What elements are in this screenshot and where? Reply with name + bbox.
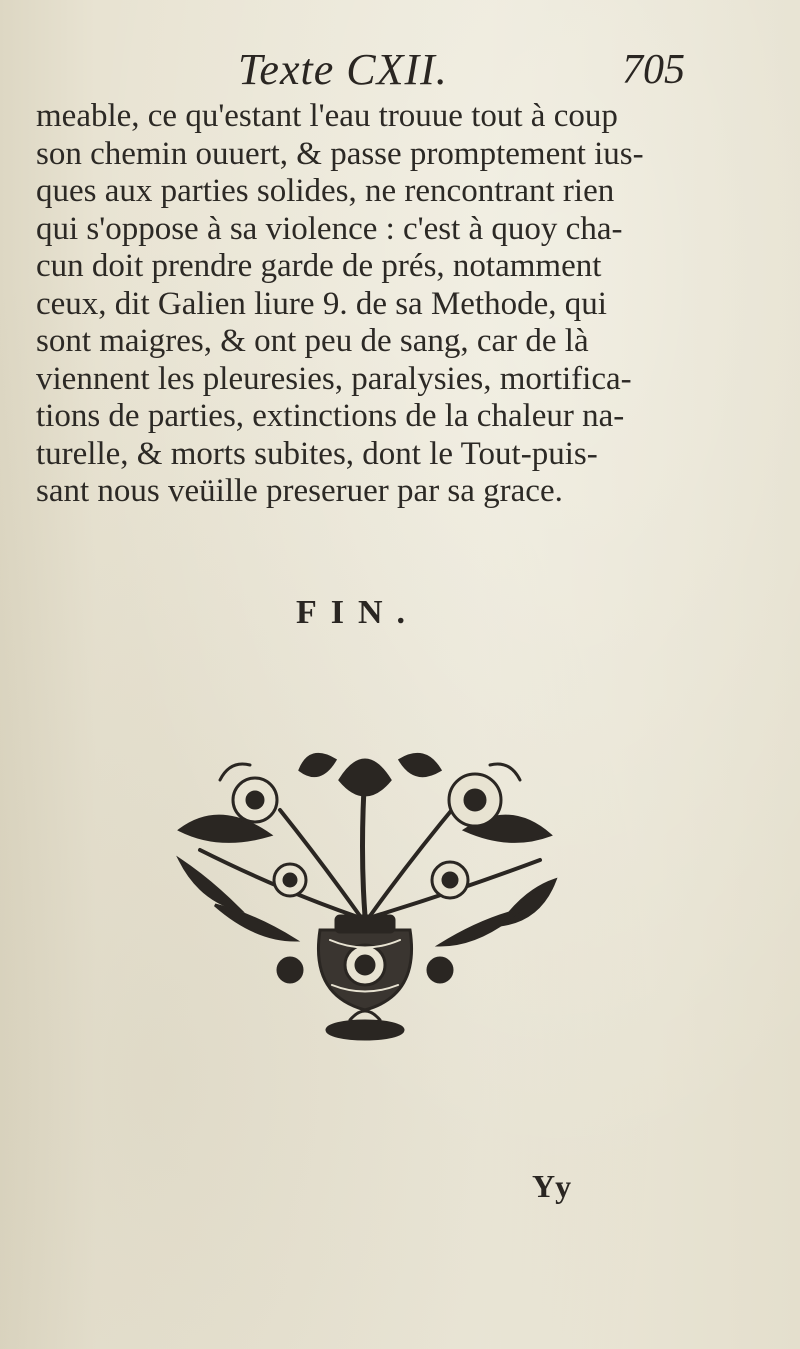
body-paragraph: [36, 98, 716, 511]
text-line: turelle, & morts subites, dont le Tout-puis-: [36, 435, 598, 472]
text-line: son chemin ouuert, & passe promptement ius-: [36, 135, 644, 172]
text-line: qui s'oppose à sa violence : c'est à quoy cha-: [36, 210, 623, 247]
text-line: sont maigres, & ont peu de sang, car de là: [36, 323, 589, 359]
fin-heading: FIN.: [296, 594, 420, 631]
flower-vase-ornament-icon: [160, 740, 580, 1050]
page-header: [0, 44, 800, 104]
text-line: ques aux parties solides, ne rencontrant rien: [36, 173, 615, 209]
text-line: meable, ce qu'estant l'eau trouue tout à coup: [36, 98, 618, 134]
text-line: viennent les pleuresies, paralysies, mortifica-: [36, 360, 632, 397]
page-number: 705: [622, 47, 685, 93]
text-line: tions de parties, extinctions de la chaleur na-: [36, 398, 625, 434]
text-line: sant nous veüille preseruer par sa grace.: [36, 473, 563, 509]
signature-mark: Yy: [532, 1168, 572, 1204]
text-line: ceux, dit Galien liure 9. de sa Methode, qui: [36, 285, 607, 322]
text-line: cun doit prendre garde de prés, notamment: [36, 248, 602, 284]
running-title: Texte CXII.: [238, 45, 448, 94]
